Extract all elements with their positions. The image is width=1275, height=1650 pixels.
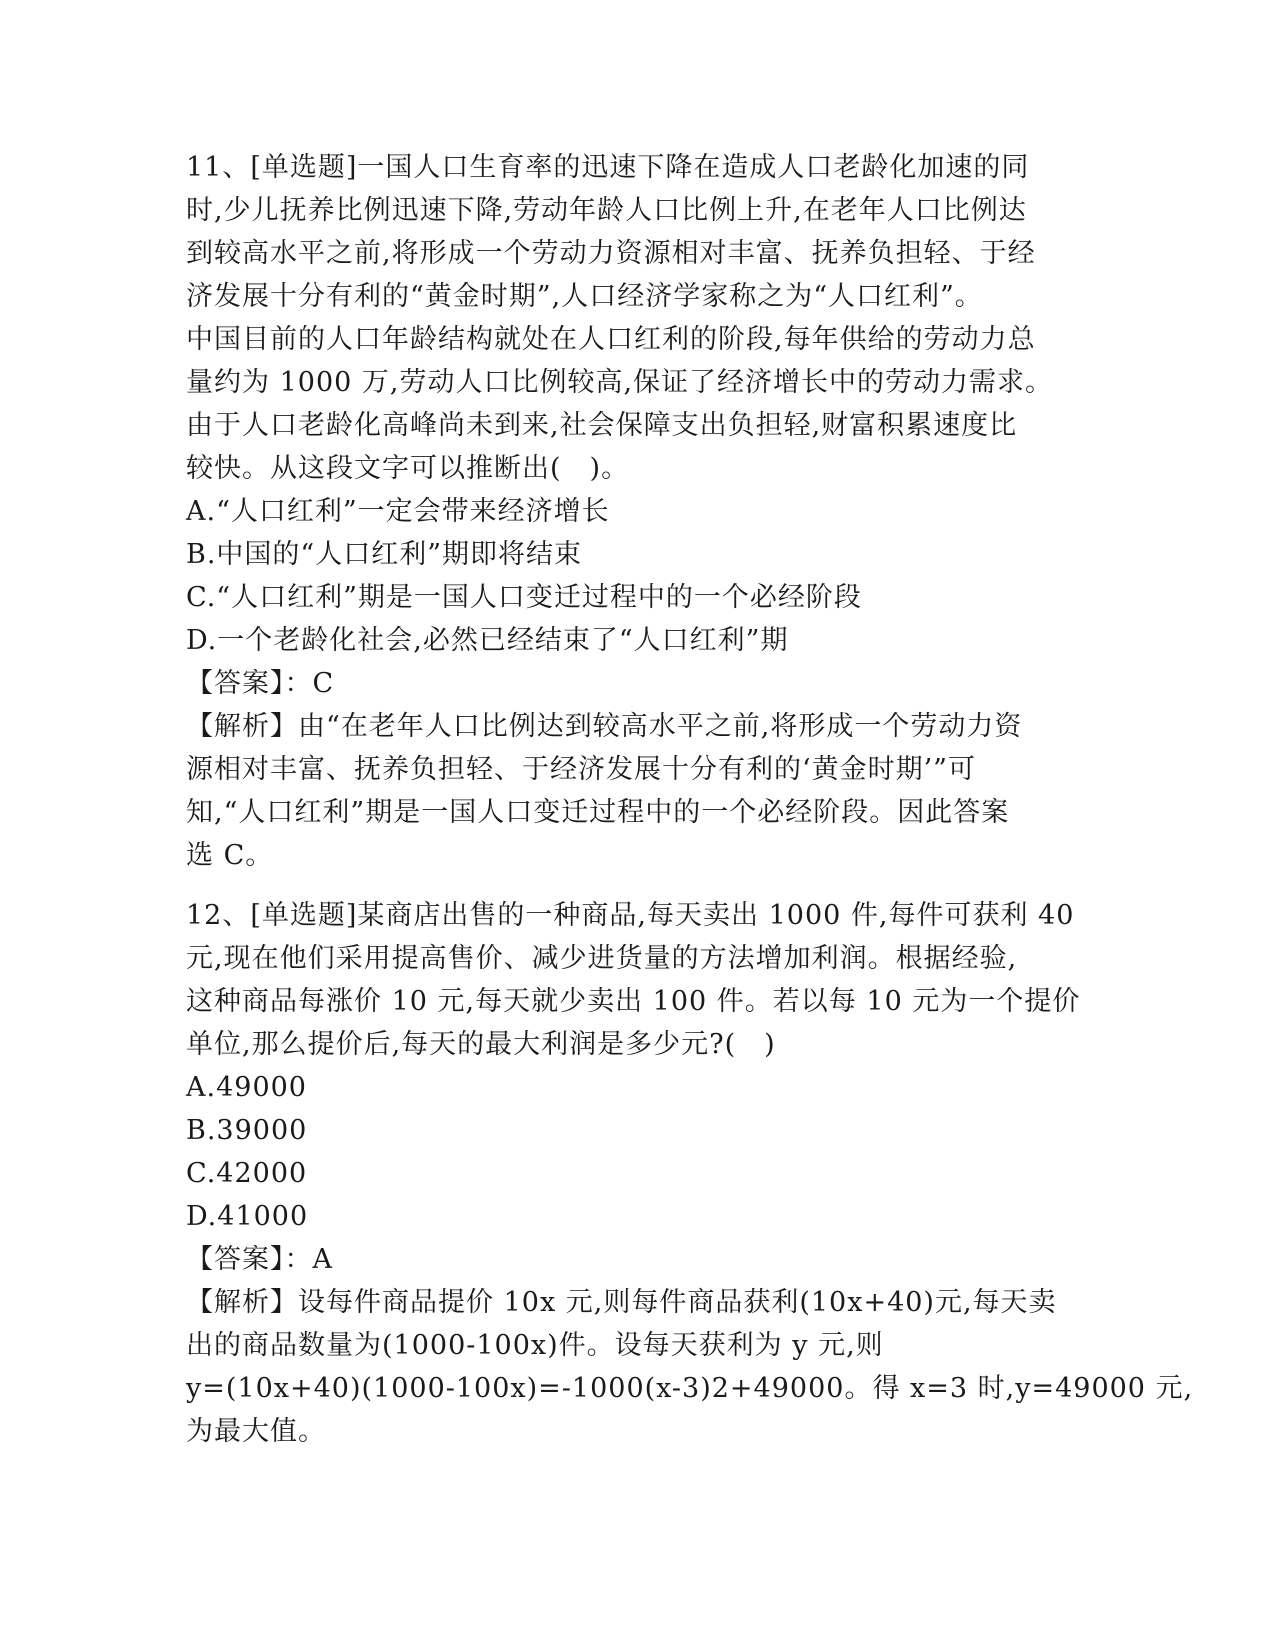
option-b: B.中国的“人口红利”期即将结束 — [186, 539, 583, 570]
question-stem-line: 济发展十分有利的“黄金时期”,人口经济学家称之为“人口红利”。 — [186, 281, 983, 312]
question-stem-line: 12、[单选题]某商店出售的一种商品,每天卖出 1000 件,每件可获利 40 — [186, 900, 1075, 931]
question-stem-line: 时,少儿抚养比例迅速下降,劳动年龄人口比例上升,在老年人口比例达 — [186, 195, 1027, 226]
question-separator — [186, 877, 1086, 894]
analysis-line: 【解析】设每件商品提价 10x 元,则每件商品获利(10x+40)元,每天卖 — [186, 1287, 1057, 1318]
document-page — [186, 146, 1194, 1453]
question-12 — [186, 894, 1194, 1453]
question-stem-line: 较快。从这段文字可以推断出( )。 — [186, 453, 630, 484]
answer-line: 【答案】：A — [186, 1244, 333, 1275]
option-d: D.一个老龄化社会,必然已经结束了“人口红利”期 — [186, 625, 789, 656]
option-c: C.42000 — [186, 1158, 308, 1189]
question-stem-line: 量约为 1000 万,劳动人口比例较高,保证了经济增长中的劳动力需求。 — [186, 367, 1054, 398]
question-stem-line: 到较高水平之前,将形成一个劳动力资源相对丰富、抚养负担轻、于经 — [186, 238, 1036, 269]
option-d: D.41000 — [186, 1201, 309, 1232]
analysis-line: 为最大值。 — [186, 1416, 326, 1447]
answer-line: 【答案】：C — [186, 668, 335, 699]
analysis-line: 【解析】由“在老年人口比例达到较高水平之前,将形成一个劳动力资 — [186, 711, 1023, 742]
option-c: C.“人口红利”期是一国人口变迁过程中的一个必经阶段 — [186, 582, 862, 613]
option-a: A.“人口红利”一定会带来经济增长 — [186, 496, 610, 527]
question-stem-line: 中国目前的人口年龄结构就处在人口红利的阶段,每年供给的劳动力总 — [186, 324, 1036, 355]
question-stem-line: 单位,那么提价后,每天的最大利润是多少元?( ) — [186, 1029, 776, 1060]
question-stem-line: 这种商品每涨价 10 元,每天就少卖出 100 件。若以每 10 元为一个提价 — [186, 986, 1081, 1017]
question-stem-line: 由于人口老龄化高峰尚未到来,社会保障支出负担轻,财富积累速度比 — [186, 410, 1018, 441]
analysis-line: 源相对丰富、抚养负担轻、于经济发展十分有利的‘黄金时期’”可 — [186, 754, 976, 785]
analysis-line: 选 C。 — [186, 840, 274, 871]
question-stem-line: 11、[单选题]一国人口生育率的迅速下降在造成人口老龄化加速的同 — [186, 152, 1030, 183]
analysis-line: 出的商品数量为(1000-100x)件。设每天获利为 y 元,则 — [186, 1330, 884, 1361]
question-stem-line: 元,现在他们采用提高售价、减少进货量的方法增加利润。根据经验, — [186, 943, 1018, 974]
question-11 — [186, 146, 1086, 877]
option-a: A.49000 — [186, 1072, 307, 1103]
analysis-line: 知,“人口红利”期是一国人口变迁过程中的一个必经阶段。因此答案 — [186, 797, 1010, 828]
analysis-line: y=(10x+40)(1000-100x)=-1000(x-3)2+49000。得 x=3 时,y=49000 元, — [186, 1373, 1194, 1404]
option-b: B.39000 — [186, 1115, 308, 1146]
